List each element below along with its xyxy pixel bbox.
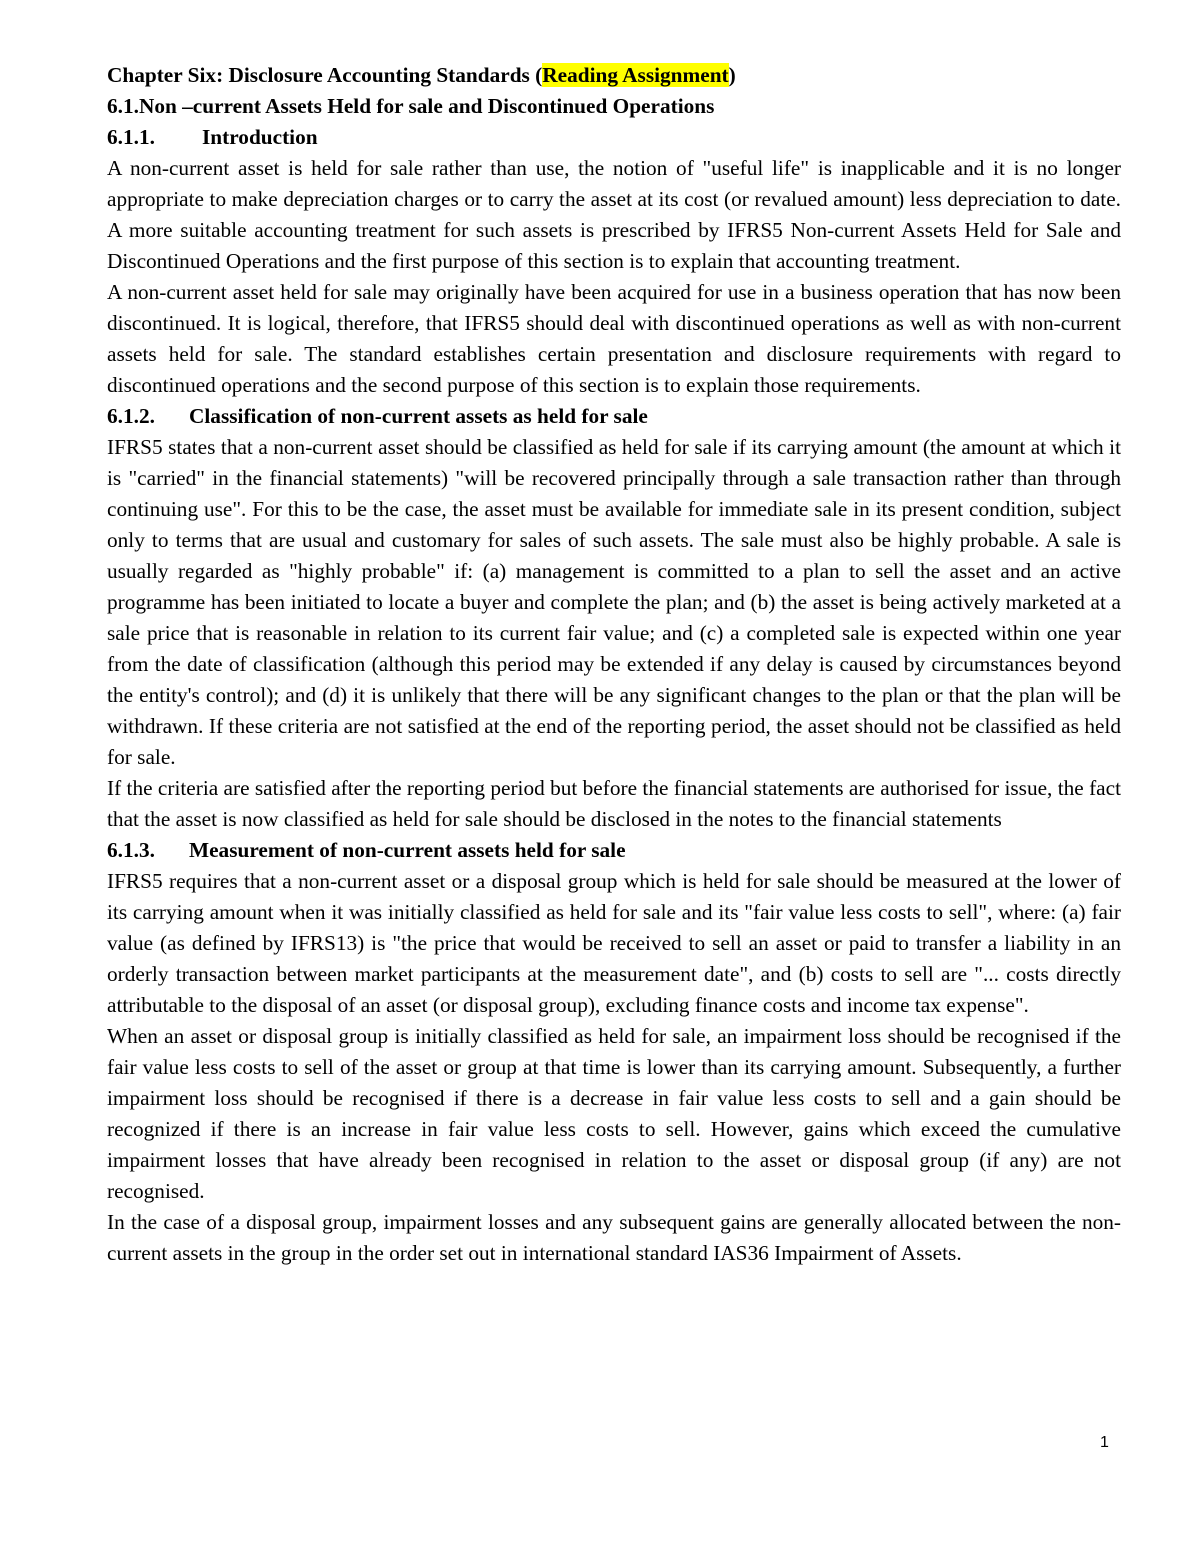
section-number: 6.1.3. bbox=[107, 838, 155, 862]
paragraph: If the criteria are satisfied after the reporting period but before the financial statements are authorised for issue, the fact that the asset is now classified as held for sale should be disclosed in the notes to the financial statements bbox=[107, 776, 1121, 831]
page-number: 1 bbox=[1100, 1434, 1109, 1451]
paragraph: IFRS5 states that a non-current asset should be classified as held for sale if its carrying amount (the amount at which it is "carried" in the financial statements) "will be recovered principally through a sale transaction rather than through continuing use". For this to be the case, the asset must be available for immediate sale in its present condition, subject only to terms that are usual and customary for sales of such assets. The sale must also be highly probable. A sale is usually regarded as "highly probable" if: (a) management is committed to a plan to sell the asset and an active programme has been initiated to locate a buyer and complete the plan; and (b) the asset is being actively marketed at a sale price that is reasonable in relation to its current fair value; and (c) a completed sale is expected within one year from the date of classification (although this period may be extended if any delay is caused by circumstances beyond the entity's control); and (d) it is unlikely that there will be any significant changes to the plan or that the plan will be withdrawn. If these criteria are not satisfied at the end of the reporting period, the asset should not be classified as held for sale. bbox=[107, 435, 1121, 769]
section-number: 6.1.1. bbox=[107, 125, 155, 149]
section-6-1-3-heading bbox=[107, 835, 1121, 866]
section-title: Introduction bbox=[202, 125, 318, 149]
reading-assignment-highlight: Reading Assignment bbox=[542, 63, 729, 87]
section-6-1-heading: 6.1.Non –current Assets Held for sale and Discontinued Operations bbox=[107, 94, 715, 118]
title-close-paren: ) bbox=[728, 63, 736, 87]
section-title: Classification of non-current assets as held for sale bbox=[189, 404, 648, 428]
chapter-title bbox=[107, 60, 1121, 91]
document-page bbox=[107, 60, 1121, 1269]
title-open-paren: ( bbox=[535, 63, 543, 87]
section-number: 6.1.2. bbox=[107, 404, 155, 428]
paragraph: A non-current asset held for sale may originally have been acquired for use in a business operation that has now been discontinued. It is logical, therefore, that IFRS5 should deal with discontinued operations as well as with non-current assets held for sale. The standard establishes certain presentation and disclosure requirements with regard to discontinued operations and the second purpose of this section is to explain those requirements. bbox=[107, 280, 1121, 397]
chapter-title-text: Chapter Six: Disclosure Accounting Standards bbox=[107, 63, 536, 87]
section-6-1-2-heading bbox=[107, 401, 1121, 432]
section-title: Measurement of non-current assets held for sale bbox=[189, 838, 626, 862]
section-6-1-1-heading bbox=[107, 122, 1121, 153]
paragraph: In the case of a disposal group, impairment losses and any subsequent gains are generally allocated between the non-current assets in the group in the order set out in international standard IAS36 Impairment of Assets. bbox=[107, 1210, 1121, 1265]
paragraph: When an asset or disposal group is initially classified as held for sale, an impairment loss should be recognised if the fair value less costs to sell of the asset or group at that time is lower than its carrying amount. Subsequently, a further impairment loss should be recognised if there is a decrease in fair value less costs to sell and a gain should be recognized if there is an increase in fair value less costs to sell. However, gains which exceed the cumulative impairment losses that have already been recognised in relation to the asset or disposal group (if any) are not recognised. bbox=[107, 1024, 1121, 1203]
paragraph: IFRS5 requires that a non-current asset or a disposal group which is held for sale should be measured at the lower of its carrying amount when it was initially classified as held for sale and its "fair value less costs to sell", where: (a) fair value (as defined by IFRS13) is "the price that would be received to sell an asset or paid to transfer a liability in an orderly transaction between market participants at the measurement date", and (b) costs to sell are "... costs directly attributable to the disposal of an asset (or disposal group), excluding finance costs and income tax expense". bbox=[107, 869, 1121, 1017]
paragraph: A non-current asset is held for sale rather than use, the notion of "useful life" is inapplicable and it is no longer appropriate to make depreciation charges or to carry the asset at its cost (or revalued amount) less depreciation to date. A more suitable accounting treatment for such assets is prescribed by IFRS5 Non-current Assets Held for Sale and Discontinued Operations and the first purpose of this section is to explain that accounting treatment. bbox=[107, 156, 1121, 273]
